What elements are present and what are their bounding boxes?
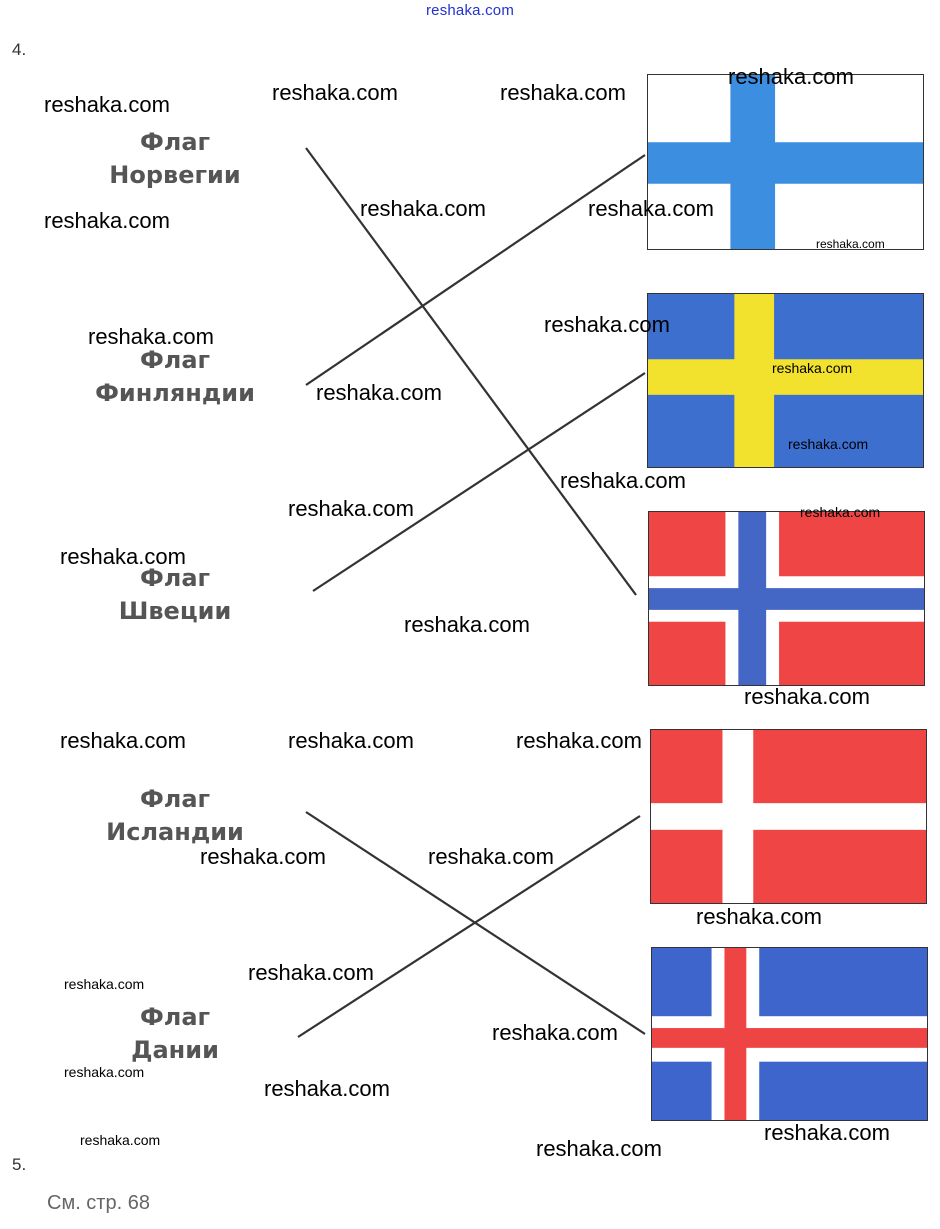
caption-norway-line2: Норвегии [109, 161, 241, 189]
caption-iceland [65, 783, 285, 849]
watermark: reshaka.com [428, 844, 554, 869]
watermark: reshaka.com [200, 844, 326, 869]
watermark: reshaka.com [44, 92, 170, 117]
caption-iceland-line1: Флаг [139, 785, 211, 813]
caption-denmark [65, 1001, 285, 1067]
watermark: reshaka.com [492, 1020, 618, 1045]
caption-iceland-line2: Исландии [106, 818, 244, 846]
watermark: reshaka.com [80, 1132, 161, 1148]
line-finland-to-finland-flag [306, 155, 645, 385]
watermark: reshaka.com [316, 380, 442, 405]
caption-finland-line1: Флаг [139, 346, 211, 374]
caption-sweden-line1: Флаг [139, 564, 211, 592]
watermark: reshaka.com [500, 80, 626, 105]
watermark: reshaka.com [816, 237, 885, 251]
watermark: reshaka.com [60, 728, 186, 753]
watermark: reshaka.com [588, 196, 714, 221]
watermark: reshaka.com [64, 976, 145, 992]
watermark: reshaka.com [800, 504, 881, 520]
watermark: reshaka.com [360, 196, 486, 221]
watermark: reshaka.com [772, 360, 853, 376]
watermark: reshaka.com [44, 208, 170, 233]
caption-norway-line1: Флаг [139, 128, 211, 156]
task-number-5: 5. [12, 1155, 27, 1174]
watermark: reshaka.com [404, 612, 530, 637]
watermark: reshaka.com [788, 436, 869, 452]
flag-iceland [651, 947, 928, 1121]
watermark: reshaka.com [516, 728, 642, 753]
watermark: reshaka.com [696, 904, 822, 929]
site-header-link[interactable]: reshaka.com [425, 2, 515, 19]
watermark: reshaka.com [544, 312, 670, 337]
watermark: reshaka.com [536, 1136, 662, 1161]
watermark: reshaka.com [288, 496, 414, 521]
watermark: reshaka.com [64, 1064, 145, 1080]
caption-sweden [65, 562, 285, 628]
watermark: reshaka.com [272, 80, 398, 105]
flag-finland [647, 74, 924, 250]
watermark: reshaka.com [744, 684, 870, 709]
watermark: reshaka.com [728, 64, 854, 89]
watermark: reshaka.com [764, 1120, 890, 1145]
flag-sweden [647, 293, 924, 468]
flag-denmark [650, 729, 927, 904]
watermark: reshaka.com [264, 1076, 390, 1101]
caption-norway [65, 126, 285, 192]
caption-sweden-line2: Швеции [118, 597, 232, 625]
caption-finland [65, 344, 285, 410]
caption-finland-line2: Финляндии [95, 379, 255, 407]
caption-denmark-line1: Флаг [139, 1003, 211, 1031]
task-number-4: 4. [12, 40, 27, 59]
watermark: reshaka.com [60, 544, 186, 569]
caption-denmark-line2: Дании [131, 1036, 219, 1064]
watermark: reshaka.com [560, 468, 686, 493]
flag-norway [648, 511, 925, 686]
watermark: reshaka.com [88, 324, 214, 349]
watermark: reshaka.com [288, 728, 414, 753]
watermark: reshaka.com [248, 960, 374, 985]
page-reference: См. стр. 68 [47, 1192, 150, 1214]
